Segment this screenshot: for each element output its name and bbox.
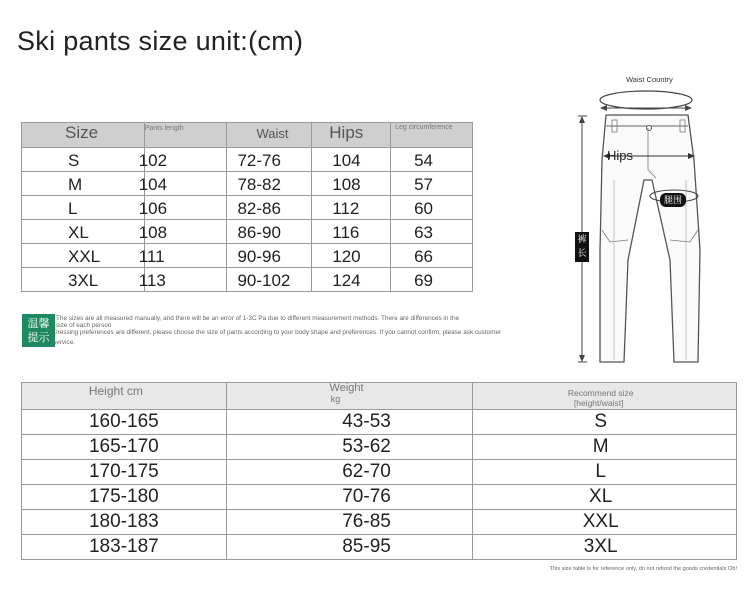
table-row	[22, 410, 737, 435]
tip-line: service.	[53, 339, 76, 346]
cell-waist: 82-86	[227, 196, 312, 220]
cell-size: S	[22, 148, 145, 172]
cell-recommend-size: S	[473, 410, 737, 435]
waist-measure-ellipse	[600, 91, 692, 109]
cell-recommend-size: L	[473, 460, 737, 485]
cell-size: 3XL	[22, 268, 145, 292]
size-table-header	[22, 123, 473, 148]
tip-line: size of each person	[56, 322, 112, 329]
tip-text	[53, 314, 556, 348]
table-row	[22, 460, 737, 485]
cell-leg: 63	[391, 220, 473, 244]
cell-weight: 53-62	[226, 435, 473, 460]
cell-height: 170-175	[22, 460, 227, 485]
waist-arrow-left-icon	[600, 105, 607, 111]
cell-waist: 86-90	[227, 220, 312, 244]
cell-length: 108	[144, 220, 227, 244]
waist-arrow-right-icon	[685, 105, 692, 111]
cell-hips: 112	[312, 196, 391, 220]
cell-leg: 60	[391, 196, 473, 220]
pants-diagram	[570, 70, 730, 370]
tip-badge-line2: 提示	[27, 332, 50, 344]
cell-size: XXL	[22, 244, 145, 268]
cell-recommend-size: M	[473, 435, 737, 460]
table-row	[22, 268, 473, 292]
cell-size: L	[22, 196, 145, 220]
cell-hips: 104	[312, 148, 391, 172]
pants-length-badge	[575, 232, 589, 262]
cell-weight: 70-76	[226, 485, 473, 510]
header-pants-length: Pants length	[144, 123, 227, 148]
table-row	[22, 535, 737, 560]
waist-label: Waist Country	[626, 75, 673, 84]
cell-length: 104	[144, 172, 227, 196]
cell-waist: 90-102	[227, 268, 312, 292]
cell-waist: 90-96	[227, 244, 312, 268]
cell-hips: 124	[312, 268, 391, 292]
disclaimer-footer: This size table is for reference only, do not refund the goods credentials Oh!	[549, 566, 737, 572]
header-waist: Waist	[227, 123, 312, 148]
tip-badge-line1: 温馨	[27, 318, 50, 330]
cell-length: 102	[144, 148, 227, 172]
page-title: Ski pants size unit:(cm)	[17, 26, 304, 56]
height-table-header	[22, 383, 737, 410]
length-arrow-bottom-icon	[579, 355, 585, 362]
cell-height: 160-165	[22, 410, 227, 435]
tip-line: The sizes are all measured manually, and there will be an error of 1-3C Pa due to different measurement methods. There are differences in the	[56, 315, 460, 322]
cell-recommend-size: XXL	[473, 510, 737, 535]
cell-length: 111	[144, 244, 227, 268]
cell-length: 106	[144, 196, 227, 220]
cell-hips: 108	[312, 172, 391, 196]
height-weight-table	[21, 382, 737, 560]
table-row	[22, 510, 737, 535]
cell-hips: 120	[312, 244, 391, 268]
cell-weight: 43-53	[226, 410, 473, 435]
leg-circumference-badge: 腿围	[660, 193, 686, 207]
cell-leg: 66	[391, 244, 473, 268]
cell-leg: 57	[391, 172, 473, 196]
table-row	[22, 485, 737, 510]
cell-recommend-size: 3XL	[473, 535, 737, 560]
table-row	[22, 220, 473, 244]
table-row	[22, 435, 737, 460]
cell-recommend-size: XL	[473, 485, 737, 510]
cell-leg: 69	[391, 268, 473, 292]
table-row	[22, 244, 473, 268]
table-row	[22, 148, 473, 172]
cell-weight: 85-95	[226, 535, 473, 560]
length-badge-line2: 长	[577, 248, 587, 258]
hips-label: Hips	[607, 148, 634, 163]
cell-waist: 78-82	[227, 172, 312, 196]
cell-hips: 116	[312, 220, 391, 244]
header-height: Height cm	[22, 383, 227, 410]
cell-size: XL	[22, 220, 145, 244]
header-weight: Weight kg	[226, 383, 473, 410]
cell-height: 175-180	[22, 485, 227, 510]
button-icon	[647, 126, 652, 131]
cell-height: 183-187	[22, 535, 227, 560]
tip-badge	[22, 314, 55, 347]
table-row	[22, 172, 473, 196]
header-hips: Hips	[312, 123, 391, 148]
cell-size: M	[22, 172, 145, 196]
header-size: Size	[22, 123, 145, 148]
cell-length: 113	[144, 268, 227, 292]
cell-weight: 76-85	[226, 510, 473, 535]
cell-leg: 54	[391, 148, 473, 172]
cell-height: 165-170	[22, 435, 227, 460]
cell-height: 180-183	[22, 510, 227, 535]
size-table	[21, 122, 473, 292]
length-badge-line1: 裤	[577, 234, 587, 244]
length-arrow-top-icon	[579, 116, 585, 123]
cell-waist: 72-76	[227, 148, 312, 172]
header-leg-circumference: Leg circumference	[391, 123, 473, 148]
cell-weight: 62-70	[226, 460, 473, 485]
header-recommend-size: Recommend size [height/waist]	[473, 383, 737, 410]
tip-line: Dressing preferences are different, please choose the size of pants according to your body shape and preferences. If you cannot confirm, please ask customer	[53, 329, 502, 336]
table-row	[22, 196, 473, 220]
